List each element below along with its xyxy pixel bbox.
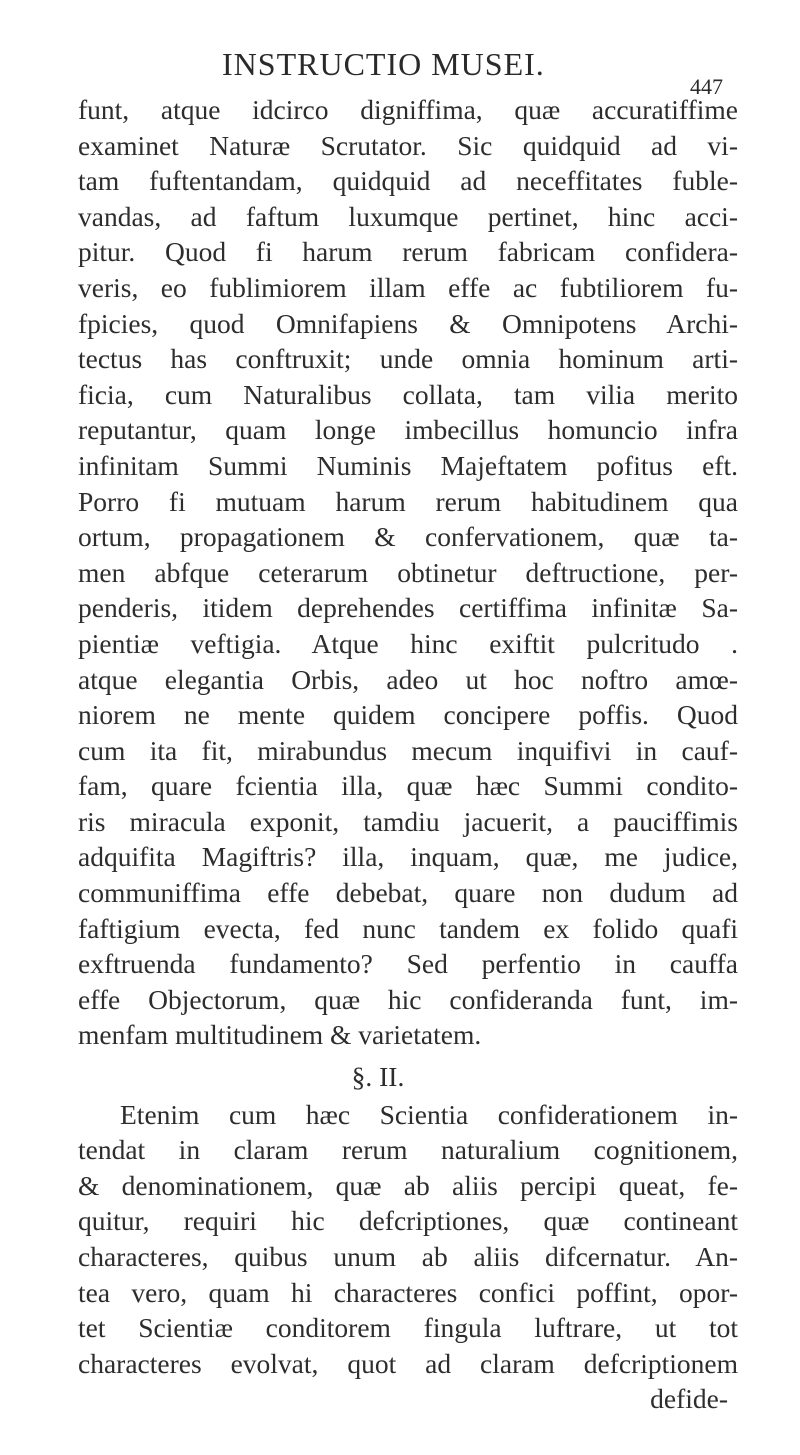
text-line: ris miracula exponit, tamdiu jacuerit, a pauciffimis	[78, 805, 738, 837]
text-line: tea vero, quam hi characteres confici poffint, opor-	[78, 1276, 738, 1308]
text-line: tectus has conftruxit; unde omnia hominum arti-	[78, 343, 738, 375]
section-heading: §. II.	[351, 1061, 405, 1093]
text-line: & denominationem, quæ ab aliis percipi queat, fe-	[78, 1169, 738, 1201]
text-line: exftruenda fundamento? Sed perfentio in cauffa	[78, 948, 738, 980]
text-line: menfam multitudinem & varietatem.	[78, 1019, 482, 1051]
text-line: Porro fi mutuam harum rerum habitudinem qua	[78, 485, 738, 517]
text-line: tet Scientiæ conditorem fingula luftrare, ut tot	[78, 1312, 738, 1344]
text-line: men abfque ceterarum obtinetur deftructione, per-	[78, 556, 738, 588]
text-line: adquifita Magiftris? illa, inquam, quæ, me judice,	[78, 841, 738, 873]
paragraph-2	[78, 1097, 738, 1382]
paragraph-1	[78, 92, 738, 1053]
text-line: communiffima effe debebat, quare non dudum ad	[78, 877, 738, 909]
text-line: pientiæ veftigia. Atque hinc exiftit pulcritudo .	[78, 627, 738, 659]
body-text	[78, 92, 738, 1417]
text-line: veris, eo fublimiorem illam effe ac fubtiliorem fu-	[78, 271, 738, 303]
text-line: reputantur, quam longe imbecillus homuncio infra	[78, 414, 738, 446]
text-line: characteres evolvat, quot ad claram defcriptionem	[78, 1347, 738, 1379]
text-line: ortum, propagationem & confervationem, quæ ta-	[78, 521, 738, 553]
text-line: infinitam Summi Numinis Majeftatem pofitus eft.	[78, 449, 738, 481]
catchword: defide-	[650, 1383, 728, 1415]
text-line: vandas, ad faftum luxumque pertinet, hinc acci-	[78, 200, 738, 232]
text-line: quitur, requiri hic defcriptiones, quæ contineant	[78, 1205, 738, 1237]
text-line: ficia, cum Naturalibus collata, tam vilia merito	[78, 378, 738, 410]
text-line: faftigium evecta, fed nunc tandem ex folido quafi	[78, 912, 738, 944]
text-line: Etenim cum hæc Scientia confiderationem in-	[120, 1098, 738, 1130]
text-line: pitur. Quod fi harum rerum fabricam confidera-	[78, 236, 738, 268]
text-line: penderis, itidem deprehendes certiffima infinitæ Sa-	[78, 592, 738, 624]
text-line: characteres, quibus unum ab aliis difcernatur. An-	[78, 1241, 738, 1272]
page-number: 447	[690, 74, 723, 99]
text-line: effe Objectorum, quæ hic confideranda funt, im-	[78, 983, 738, 1015]
text-line: tam fuftentandam, quidquid ad neceffitates fuble-	[78, 165, 738, 197]
running-head: INSTRUCTIO MUSEI.	[222, 46, 545, 82]
text-line: funt, atque idcirco digniffima, quæ accuratiffime	[78, 94, 738, 125]
text-line: fam, quare fcientia illa, quæ hæc Summi condito-	[78, 770, 738, 802]
text-line: cum ita fit, mirabundus mecum inquifivi in cauf-	[78, 734, 738, 766]
text-line: tendat in claram rerum naturalium cognitionem,	[78, 1134, 738, 1166]
text-line: fpicies, quod Omnifapiens & Omnipotens Archi-	[78, 307, 738, 339]
text-line: niorem ne mente quidem concipere poffis. Quod	[78, 699, 738, 731]
text-line: examinet Naturæ Scrutator. Sic quidquid ad vi-	[78, 129, 738, 161]
text-line: atque elegantia Orbis, adeo ut hoc noftro amœ-	[78, 663, 738, 695]
